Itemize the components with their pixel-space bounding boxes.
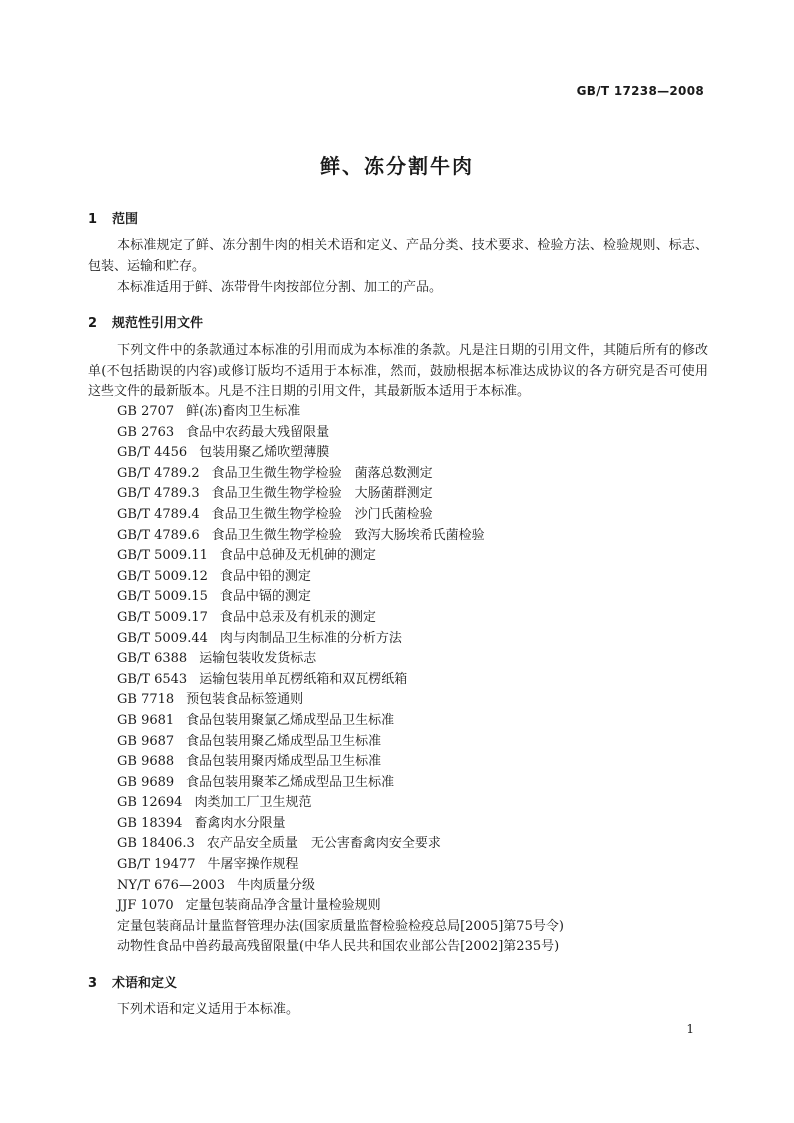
reference-item bbox=[117, 670, 564, 691]
reference-code: GB 2763 bbox=[117, 424, 175, 440]
reference-code: GB/T 4456 bbox=[117, 445, 188, 461]
reference-item bbox=[117, 917, 564, 938]
reference-item bbox=[117, 814, 564, 835]
reference-title: 食品中镉的测定 bbox=[219, 589, 311, 605]
reference-code: NY/T 676—2003 bbox=[117, 877, 226, 893]
reference-title: 牛屠宰操作规程 bbox=[207, 857, 299, 873]
section-3-paragraph-1 bbox=[88, 1000, 708, 1021]
reference-item bbox=[117, 732, 564, 753]
section-1-heading bbox=[88, 208, 138, 227]
section-title: 规范性引用文件 bbox=[112, 316, 204, 331]
section-2-paragraph-1 bbox=[88, 341, 708, 403]
reference-title: 食品卫生微生物学检验 大肠菌群测定 bbox=[211, 486, 433, 502]
reference-item bbox=[117, 402, 564, 423]
reference-item bbox=[117, 711, 564, 732]
section-2-heading bbox=[88, 312, 203, 331]
reference-item bbox=[117, 834, 564, 855]
reference-code: GB 9688 bbox=[117, 754, 175, 770]
reference-code: GB/T 4789.2 bbox=[117, 465, 200, 481]
reference-code: GB 18406.3 bbox=[117, 836, 195, 852]
reference-code: GB/T 4789.4 bbox=[117, 506, 200, 522]
reference-item bbox=[117, 876, 564, 897]
reference-code: GB 7718 bbox=[117, 692, 175, 708]
reference-title: 运输包装用单瓦楞纸箱和双瓦楞纸箱 bbox=[199, 671, 408, 687]
reference-title: 牛肉质量分级 bbox=[237, 877, 316, 893]
reference-code: JJF 1070 bbox=[117, 898, 174, 914]
reference-title: 肉类加工厂卫生规范 bbox=[194, 795, 312, 811]
reference-item bbox=[117, 937, 564, 958]
reference-code: GB/T 5009.44 bbox=[117, 630, 208, 646]
reference-title: 预包装食品标签通则 bbox=[186, 692, 304, 708]
reference-title: 农产品安全质量 无公害畜禽肉安全要求 bbox=[206, 836, 441, 852]
reference-item bbox=[117, 608, 564, 629]
reference-code: GB/T 19477 bbox=[117, 857, 196, 873]
reference-title: 食品中农药最大残留限量 bbox=[186, 424, 330, 440]
document-title: 鲜、冻分割牛肉 bbox=[320, 154, 474, 178]
reference-title: 定量包装商品计量监督管理办法(国家质量监督检验检疫总局[2005]第75号令) bbox=[117, 918, 564, 934]
reference-item bbox=[117, 793, 564, 814]
reference-item bbox=[117, 649, 564, 670]
paragraph-text: 下列文件中的条款通过本标准的引用而成为本标准的条款。凡是注日期的引用文件，其随后所有的修改单(不包括勘误的内容)或修订版均不适用于本标准，然而，鼓励根据本标准达成协议的各方研究是否可使用这些文件的最新版本。凡是不注日期的引用文件，其最新版本适用于本标准。 bbox=[88, 343, 708, 399]
section-number: 2 bbox=[88, 316, 98, 331]
reference-item bbox=[117, 526, 564, 547]
reference-title: 食品中总砷及无机砷的测定 bbox=[219, 548, 376, 564]
standard-code: GB/T 17238—2008 bbox=[576, 84, 704, 98]
section-1-paragraph-2 bbox=[88, 278, 708, 299]
reference-item bbox=[117, 567, 564, 588]
reference-title: 食品中铅的测定 bbox=[219, 568, 311, 584]
reference-title: 食品卫生微生物学检验 致泻大肠埃希氏菌检验 bbox=[211, 527, 485, 543]
reference-item bbox=[117, 629, 564, 650]
reference-title: 运输包装收发货标志 bbox=[199, 651, 317, 667]
reference-title: 畜禽肉水分限量 bbox=[194, 815, 286, 831]
reference-code: GB/T 5009.11 bbox=[117, 548, 208, 564]
paragraph-text: 本标准适用于鲜、冻带骨牛肉按部位分割、加工的产品。 bbox=[117, 280, 443, 295]
section-1-paragraph-1 bbox=[88, 236, 708, 277]
reference-item bbox=[117, 855, 564, 876]
reference-code: GB/T 6388 bbox=[117, 651, 188, 667]
reference-title: 食品包装用聚苯乙烯成型品卫生标准 bbox=[186, 774, 395, 790]
reference-code: GB 9687 bbox=[117, 733, 175, 749]
reference-code: GB/T 4789.3 bbox=[117, 486, 200, 502]
reference-title: 肉与肉制品卫生标准的分析方法 bbox=[219, 630, 402, 646]
reference-code: GB 9681 bbox=[117, 712, 175, 728]
section-3-heading bbox=[88, 972, 177, 991]
reference-title: 包装用聚乙烯吹塑薄膜 bbox=[199, 445, 330, 461]
reference-item bbox=[117, 752, 564, 773]
reference-item bbox=[117, 505, 564, 526]
reference-code: GB/T 5009.12 bbox=[117, 568, 208, 584]
reference-item bbox=[117, 773, 564, 794]
reference-title: 食品中总汞及有机汞的测定 bbox=[219, 609, 376, 625]
reference-item bbox=[117, 464, 564, 485]
reference-code: GB 18394 bbox=[117, 815, 183, 831]
page-number: 1 bbox=[686, 1022, 694, 1036]
reference-code: GB/T 5009.15 bbox=[117, 589, 208, 605]
reference-code: GB/T 4789.6 bbox=[117, 527, 200, 543]
paragraph-text: 下列术语和定义适用于本标准。 bbox=[117, 1002, 300, 1017]
reference-title: 食品包装用聚丙烯成型品卫生标准 bbox=[186, 754, 382, 770]
reference-item bbox=[117, 484, 564, 505]
reference-code: GB 9689 bbox=[117, 774, 175, 790]
section-number: 1 bbox=[88, 212, 98, 227]
reference-code: GB 2707 bbox=[117, 404, 175, 419]
reference-item bbox=[117, 423, 564, 444]
reference-item bbox=[117, 690, 564, 711]
reference-item bbox=[117, 443, 564, 464]
reference-item bbox=[117, 546, 564, 567]
section-title: 术语和定义 bbox=[112, 976, 178, 991]
reference-code: GB/T 6543 bbox=[117, 671, 188, 687]
reference-code: GB/T 5009.17 bbox=[117, 609, 208, 625]
reference-title: 食品卫生微生物学检验 沙门氏菌检验 bbox=[211, 506, 433, 522]
reference-item bbox=[117, 587, 564, 608]
reference-title: 食品包装用聚氯乙烯成型品卫生标准 bbox=[186, 712, 395, 728]
reference-title: 动物性食品中兽药最高残留限量(中华人民共和国农业部公告[2002]第235号) bbox=[117, 939, 560, 955]
reference-title: 鲜(冻)畜肉卫生标准 bbox=[186, 404, 301, 419]
paragraph-text: 本标准规定了鲜、冻分割牛肉的相关术语和定义、产品分类、技术要求、检验方法、检验规则、标志、包装、运输和贮存。 bbox=[88, 238, 708, 274]
reference-item bbox=[117, 896, 564, 917]
reference-title: 定量包装商品净含量计量检验规则 bbox=[185, 898, 381, 914]
section-number: 3 bbox=[88, 976, 98, 991]
reference-title: 食品包装用聚乙烯成型品卫生标准 bbox=[186, 733, 382, 749]
reference-title: 食品卫生微生物学检验 菌落总数测定 bbox=[211, 465, 433, 481]
normative-reference-list bbox=[117, 402, 564, 958]
reference-code: GB 12694 bbox=[117, 795, 183, 811]
section-title: 范围 bbox=[112, 212, 139, 227]
